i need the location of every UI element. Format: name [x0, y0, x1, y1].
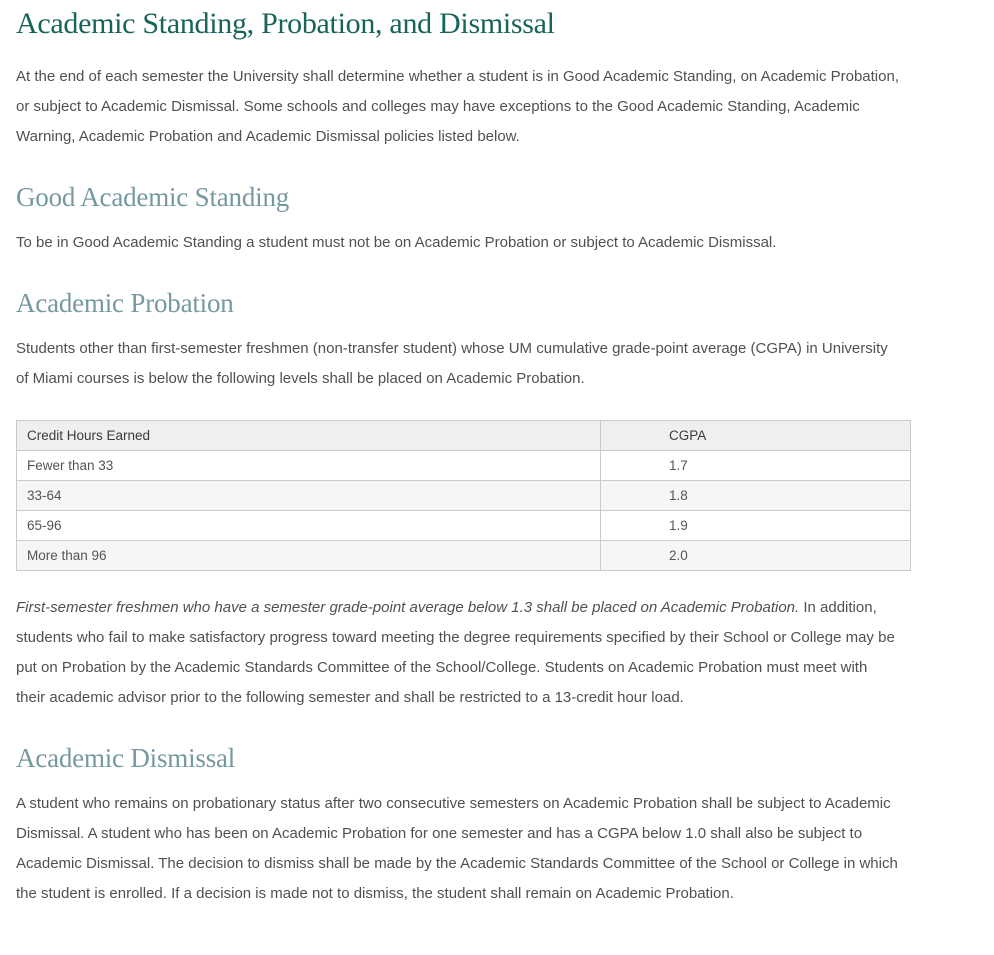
probation-note-rest: In addition, students who fail to make satisfactory progress toward meeting the degree requirements specified by their School or College may be put on Probation by the Academic Standards Committee of the School/College. Students on Academic Probation must meet with their academic advisor prior to the following semester and shall be restricted to a 13-credit hour load. — [16, 599, 895, 706]
table-row — [17, 511, 911, 541]
credit-hours-cell: 65-96 — [17, 511, 601, 541]
good-standing-paragraph: To be in Good Academic Standing a student must not be on Academic Probation or subject to Academic Dismissal. — [16, 234, 777, 251]
table-row — [17, 481, 911, 511]
dismissal-paragraph: A student who remains on probationary status after two consecutive semesters on Academic Probation shall be subject to Academic Dismissal. A student who has been on Academic Probation for one semester and has a CGPA below 1.0 shall also be subject to Academic Dismissal. The decision to dismiss shall be made by the Academic Standards Committee of the School or College in which the student is enrolled. If a decision is made not to dismiss, the student shall remain on Academic Probation. — [16, 795, 898, 902]
table-header-row — [17, 421, 911, 451]
table-row — [17, 451, 911, 481]
section-heading-academic-probation: Academic Probation — [16, 288, 234, 318]
section-heading-good-academic-standing: Good Academic Standing — [16, 182, 290, 212]
table-row — [17, 541, 911, 571]
probation-cgpa-table — [16, 420, 911, 571]
column-header-credit-hours: Credit Hours Earned — [17, 421, 601, 451]
credit-hours-cell: 33-64 — [17, 481, 601, 511]
column-header-cgpa: CGPA — [601, 421, 911, 451]
credit-hours-cell: Fewer than 33 — [17, 451, 601, 481]
probation-note-italic: First-semester freshmen who have a semester grade-point average below 1.3 shall be placed on Academic Probation. — [16, 599, 800, 616]
cgpa-cell: 1.9 — [601, 511, 911, 541]
probation-intro-paragraph: Students other than first-semester freshmen (non-transfer student) whose UM cumulative grade-point average (CGPA) in University of Miami courses is below the following levels shall be placed on Academic Probation. — [16, 340, 888, 387]
cgpa-cell: 2.0 — [601, 541, 911, 571]
credit-hours-cell: More than 96 — [17, 541, 601, 571]
probation-note-paragraph — [16, 593, 899, 713]
cgpa-cell: 1.7 — [601, 451, 911, 481]
intro-paragraph: At the end of each semester the University shall determine whether a student is in Good Academic Standing, on Academic Probation, or subject to Academic Dismissal. Some schools and colleges may have exceptions to the Good Academic Standing, Academic Warning, Academic Probation and Academic Dismissal policies listed below. — [16, 68, 899, 145]
page-title: Academic Standing, Probation, and Dismissal — [16, 7, 555, 40]
cgpa-cell: 1.8 — [601, 481, 911, 511]
section-heading-academic-dismissal: Academic Dismissal — [16, 743, 236, 773]
